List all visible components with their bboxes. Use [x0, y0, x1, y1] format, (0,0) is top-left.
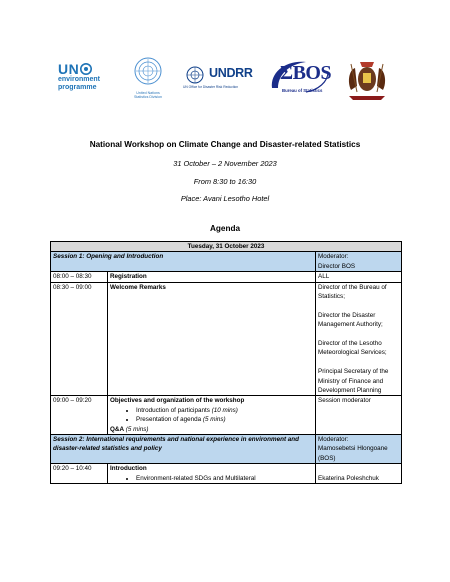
- session-row: [51, 252, 402, 272]
- un-emblem-icon: [183, 66, 207, 84]
- speaker-cell: Director of the Bureau of Statistics; Director the Disaster Management Authority; Director of the Lesotho Meteorological Services; Principal Secretary of the Ministry of Finance and Development Planning: [316, 282, 402, 396]
- item-cell: Objectives and organization of the workshop • Introduction of participants (10 mins) • Presentation of agenda (5 mins) Q&A (5 mins): [108, 396, 316, 435]
- list-item: • Presentation of agenda (5 mins): [136, 415, 313, 424]
- agenda-table: [50, 241, 402, 484]
- workshop-time: From 8:30 to 16:30: [193, 177, 257, 186]
- speaker-cell: ALL: [316, 272, 402, 282]
- workshop-title: National Workshop on Climate Change and Disaster-related Statistics: [89, 140, 361, 149]
- unsd-logo: United Nations Statistics Division: [128, 56, 168, 102]
- agenda-heading: Agenda: [209, 224, 241, 233]
- table-row: [51, 282, 402, 396]
- logo-strip: [58, 56, 398, 102]
- list-item: • Introduction of participants (10 mins): [136, 406, 313, 415]
- table-row: [51, 272, 402, 282]
- day-header-row: [51, 242, 402, 252]
- time-cell: 09:20 – 10:40: [51, 464, 108, 484]
- day-label: Tuesday, 31 October 2023: [51, 242, 402, 252]
- item-cell: Welcome Remarks: [108, 282, 316, 396]
- bos-logo: ΣBOS Bureau of Statistics: [266, 58, 332, 100]
- speaker-cell: Ekaterina Poleshchuk: [316, 464, 402, 484]
- un-emblem-icon: [133, 56, 163, 86]
- session-row: [51, 435, 402, 464]
- table-row: [51, 396, 402, 435]
- time-cell: 08:00 – 08:30: [51, 272, 108, 282]
- session-moderator: Moderator: Mamosebetsi Hlongoane (BOS): [316, 435, 402, 464]
- time-cell: 08:30 – 09:00: [51, 282, 108, 396]
- session-title: Session 2: International requirements and national experience in environment and disaster-related statistics and policy: [51, 435, 316, 464]
- workshop-dates: 31 October – 2 November 2023: [173, 159, 277, 168]
- undrr-logo: UNDRR UN Office for Disaster Risk Reduction: [183, 66, 253, 89]
- lesotho-coat-of-arms-icon: [341, 56, 393, 102]
- table-row: [51, 464, 402, 484]
- workshop-place: Place: Avani Lesotho Hotel: [180, 194, 270, 203]
- item-cell: Introduction • Environment-related SDGs and Multilateral: [108, 464, 316, 484]
- session-moderator: Moderator: Director BOS: [316, 252, 402, 272]
- unep-logo: UN environment programme: [58, 61, 101, 91]
- speaker-cell: Session moderator: [316, 396, 402, 435]
- item-cell: Registration: [108, 272, 316, 282]
- time-cell: 09:00 – 09:20: [51, 396, 108, 435]
- list-item: • Environment-related SDGs and Multilateral: [136, 474, 313, 483]
- session-title: Session 1: Opening and Introduction: [51, 252, 316, 272]
